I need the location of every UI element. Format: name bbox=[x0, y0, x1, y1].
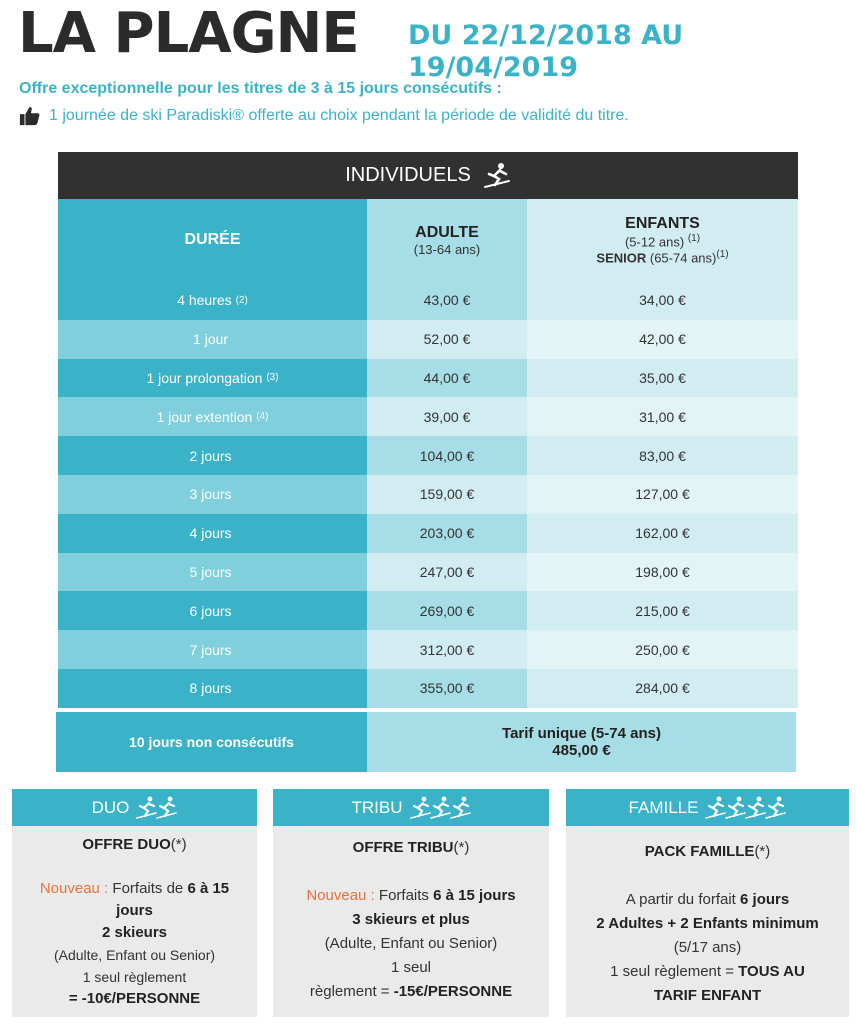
non-consecutive-label: 10 jours non consécutifs bbox=[56, 712, 367, 772]
cell-duree: 1 jour extention (4) bbox=[58, 397, 367, 436]
skiers-icon bbox=[135, 796, 177, 820]
table-header-label: INDIVIDUELS bbox=[345, 164, 471, 186]
cell-duree: 8 jours bbox=[58, 669, 367, 708]
offer-detail bbox=[19, 105, 629, 127]
duo-line1: Nouveau : Forfaits de 6 à 15 bbox=[39, 880, 230, 897]
table-row bbox=[58, 630, 798, 669]
cell-adulte: 44,00 € bbox=[367, 359, 527, 398]
famille-title: PACK FAMILLE(*) bbox=[644, 843, 771, 860]
cell-adulte: 104,00 € bbox=[367, 436, 527, 475]
validity-dates: DU 22/12/2018 AU 19/04/2019 bbox=[408, 20, 684, 83]
table-row bbox=[58, 436, 798, 475]
duo-line4: (Adulte, Enfant ou Senior) bbox=[53, 947, 216, 963]
offer-headline: Offre exceptionnelle pour les titres de 3 à 15 jours consécutifs : bbox=[19, 80, 502, 97]
duo-line5: 1 seul règlement bbox=[82, 969, 187, 985]
cell-duree: 2 jours bbox=[58, 436, 367, 475]
table-header bbox=[58, 152, 798, 199]
cell-adulte: 203,00 € bbox=[367, 514, 527, 553]
tribu-line1: Nouveau : Forfaits 6 à 15 jours bbox=[306, 887, 516, 904]
famille-header-label: FAMILLE bbox=[628, 797, 699, 817]
cell-adulte: 269,00 € bbox=[367, 591, 527, 630]
cell-enfant: 42,00 € bbox=[527, 320, 798, 359]
cell-enfant: 83,00 € bbox=[527, 436, 798, 475]
cell-adulte: 39,00 € bbox=[367, 397, 527, 436]
cell-duree: 5 jours bbox=[58, 553, 367, 592]
cell-adulte: 52,00 € bbox=[367, 320, 527, 359]
tarif-unique-label: Tarif unique (5-74 ans) bbox=[502, 725, 661, 742]
cell-adulte: 355,00 € bbox=[367, 669, 527, 708]
duo-header-label: DUO bbox=[91, 797, 130, 817]
page-title: LA PLAGNE bbox=[18, 1, 359, 66]
famille-line3: (5/17 ans) bbox=[673, 939, 742, 956]
cell-enfant: 215,00 € bbox=[527, 591, 798, 630]
tribu-header bbox=[273, 789, 549, 826]
col-adulte-label: ADULTE bbox=[415, 223, 479, 241]
table-row bbox=[58, 553, 798, 592]
duo-header bbox=[12, 789, 257, 826]
cell-adulte: 312,00 € bbox=[367, 630, 527, 669]
col-enfants-label: ENFANTS bbox=[625, 214, 700, 232]
cell-adulte: 43,00 € bbox=[367, 281, 527, 320]
thumbs-up-icon bbox=[19, 105, 41, 127]
cell-duree: 3 jours bbox=[58, 475, 367, 514]
table-row bbox=[58, 475, 798, 514]
col-duree: DURÉE bbox=[58, 199, 367, 281]
cell-adulte: 247,00 € bbox=[367, 553, 527, 592]
table-row bbox=[58, 359, 798, 398]
col-adulte-sub: (13-64 ans) bbox=[413, 241, 481, 257]
tribu-line3: (Adulte, Enfant ou Senior) bbox=[324, 935, 498, 952]
skiers-icon bbox=[409, 796, 471, 820]
famille-line4: 1 seul règlement = TOUS AU bbox=[610, 963, 805, 980]
table-row bbox=[58, 514, 798, 553]
famille-line5: TARIF ENFANT bbox=[653, 987, 762, 1004]
cell-enfant: 35,00 € bbox=[527, 359, 798, 398]
cell-duree: 7 jours bbox=[58, 630, 367, 669]
cell-enfant: 34,00 € bbox=[527, 281, 798, 320]
cell-adulte: 159,00 € bbox=[367, 475, 527, 514]
duo-box bbox=[12, 789, 257, 1017]
col-senior: SENIOR (65-74 ans)$^{(1)}$ bbox=[596, 249, 729, 266]
cell-duree: 4 jours bbox=[58, 514, 367, 553]
table-column-headers bbox=[58, 199, 798, 281]
table-row bbox=[58, 591, 798, 630]
table-row bbox=[58, 397, 798, 436]
col-adulte bbox=[367, 199, 527, 281]
cell-enfant: 198,00 € bbox=[527, 553, 798, 592]
duo-line3: 2 skieurs bbox=[101, 924, 168, 941]
tribu-box bbox=[273, 789, 549, 1017]
cell-enfant: 284,00 € bbox=[527, 669, 798, 708]
cell-enfant: 31,00 € bbox=[527, 397, 798, 436]
cell-duree: 1 jour prolongation (3) bbox=[58, 359, 367, 398]
tribu-header-label: TRIBU bbox=[351, 797, 403, 817]
cell-duree: 1 jour bbox=[58, 320, 367, 359]
non-consecutive-price bbox=[367, 712, 796, 772]
famille-box bbox=[566, 789, 849, 1017]
cell-enfant: 162,00 € bbox=[527, 514, 798, 553]
skiers-icon bbox=[704, 796, 786, 820]
offer-detail-text: 1 journée de ski Paradiski® offerte au choix pendant la période de validité du titre. bbox=[49, 107, 629, 124]
tribu-line5: règlement = -15€/PERSONNE bbox=[309, 983, 513, 1000]
duo-line2: jours bbox=[116, 902, 153, 919]
duo-title: OFFRE DUO(*) bbox=[82, 836, 187, 853]
cell-enfant: 127,00 € bbox=[527, 475, 798, 514]
skier-icon bbox=[481, 162, 511, 190]
tribu-line4: 1 seul bbox=[390, 959, 432, 976]
col-enfants-sub: (5-12 ans) $^{(1)}$ bbox=[624, 232, 701, 249]
table-row bbox=[58, 281, 798, 320]
cell-duree: 4 heures (2) bbox=[58, 281, 367, 320]
col-enfants bbox=[527, 199, 798, 281]
table-row bbox=[58, 669, 798, 708]
table-body bbox=[58, 281, 798, 708]
famille-line2: 2 Adultes + 2 Enfants minimum bbox=[596, 915, 819, 932]
tribu-line2: 3 skieurs et plus bbox=[352, 911, 470, 928]
famille-line1: A partir du forfait 6 jours bbox=[625, 891, 790, 908]
price-table bbox=[58, 152, 798, 708]
cell-duree: 6 jours bbox=[58, 591, 367, 630]
non-consecutive-row bbox=[56, 712, 796, 772]
tribu-title: OFFRE TRIBU(*) bbox=[352, 839, 470, 856]
duo-line6: = -10€/PERSONNE bbox=[68, 990, 201, 1007]
tarif-unique-price: 485,00 € bbox=[552, 742, 611, 759]
cell-enfant: 250,00 € bbox=[527, 630, 798, 669]
famille-header bbox=[566, 789, 849, 826]
table-row bbox=[58, 320, 798, 359]
